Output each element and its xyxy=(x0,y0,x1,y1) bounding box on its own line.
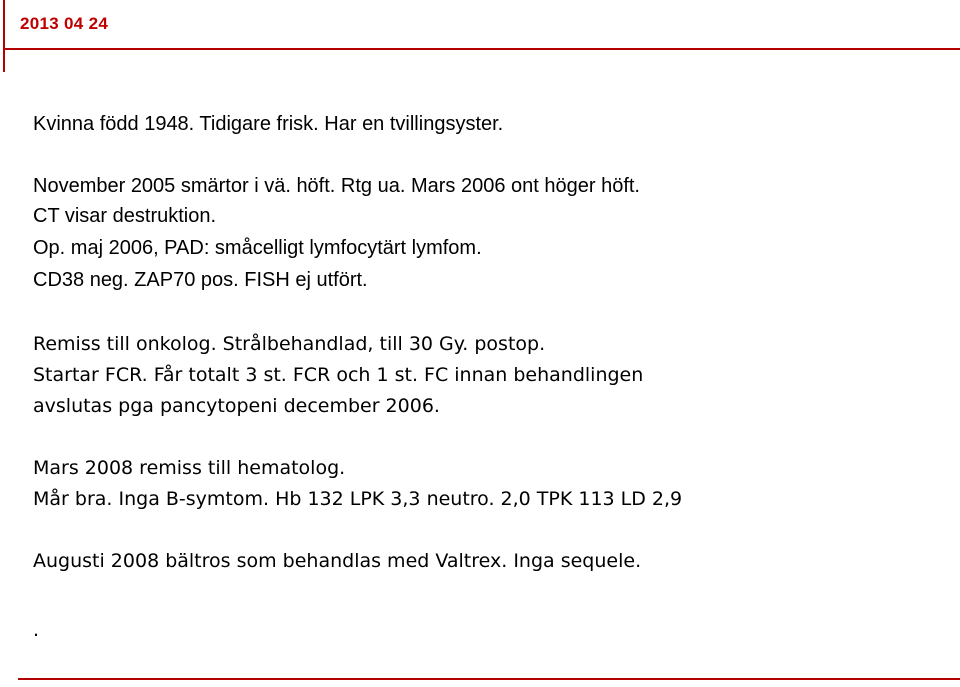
text-line-10: Mår bra. Inga B-symtom. Hb 132 LPK 3,3 neutro. 2,0 TPK 113 LD 2,9 xyxy=(33,488,683,510)
text-line-12: . xyxy=(33,619,40,641)
frame-bottom-border xyxy=(18,678,960,680)
text-line-3: CT visar destruktion. xyxy=(33,205,217,227)
text-line-1: Kvinna född 1948. Tidigare frisk. Har en tvillingsyster. xyxy=(33,113,504,135)
text-line-4: Op. maj 2006, PAD: småcelligt lymfocytärt lymfom. xyxy=(33,237,482,259)
text-line-6: Remiss till onkolog. Strålbehandlad, till 30 Gy. postop. xyxy=(33,333,546,355)
text-line-11: Augusti 2008 bältros som behandlas med Valtrex. Inga sequele. xyxy=(33,550,642,572)
text-line-7: Startar FCR. Får totalt 3 st. FCR och 1 st. FC innan behandlingen xyxy=(33,364,644,386)
frame-top-border xyxy=(3,48,960,50)
text-line-2: November 2005 smärtor i vä. höft. Rtg ua. Mars 2006 ont höger höft. xyxy=(33,175,640,197)
text-line-8: avslutas pga pancytopeni december 2006. xyxy=(33,395,440,417)
frame-left-border xyxy=(3,0,5,72)
text-line-5: CD38 neg. ZAP70 pos. FISH ej utfört. xyxy=(33,269,368,291)
text-line-9: Mars 2008 remiss till hematolog. xyxy=(33,457,346,479)
slide-date: 2013 04 24 xyxy=(20,14,109,33)
